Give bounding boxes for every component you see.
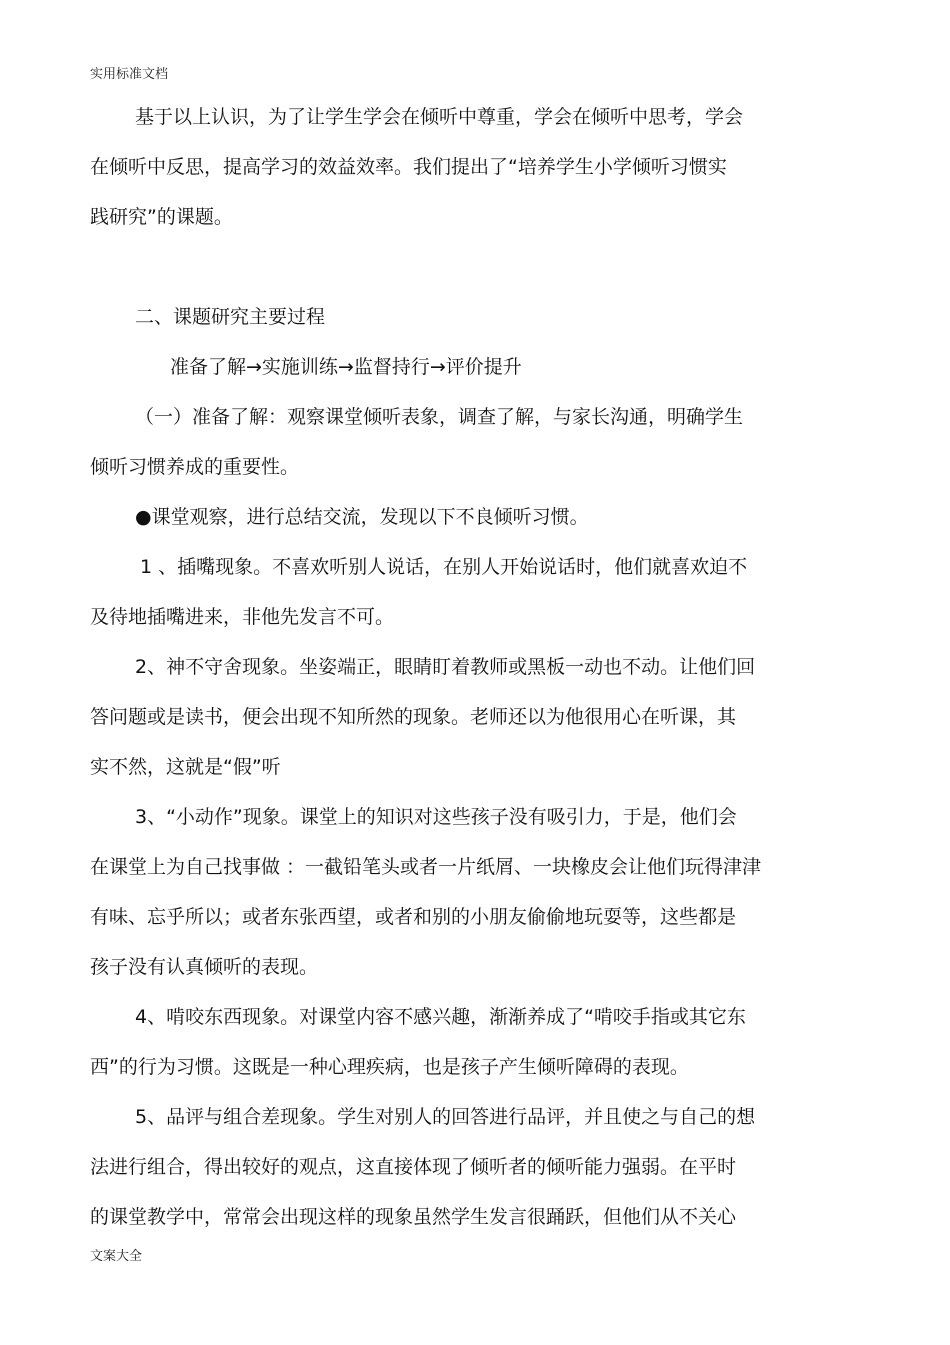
paragraph-line: 在课堂上为自己找事做 ：一截铅笔头或者一片纸屑、一块橡皮会让他们玩得津津 <box>90 856 762 878</box>
paragraph-line: 2、神不守舍现象。坐姿端正，眼睛盯着教师或黑板一动也不动。让他们回 <box>135 656 756 678</box>
paragraph-line: 实不然，这就是“假”听 <box>90 756 281 778</box>
paragraph-line: （一）准备了解：观察课堂倾听表象，调查了解，与家长沟通，明确学生 <box>135 406 744 428</box>
paragraph-line: 3、“小动作”现象。课堂上的知识对这些孩子没有吸引力，于是，他们会 <box>135 806 737 828</box>
paragraph-line: 5、品评与组合差现象。学生对别人的回答进行品评，并且使之与自己的想 <box>135 1106 756 1128</box>
paragraph-line: 答问题或是读书，便会出现不知所然的现象。老师还以为他很用心在听课，其 <box>90 706 737 728</box>
paragraph-line: 倾听习惯养成的重要性。 <box>90 456 300 478</box>
process-flow: 准备了解→实施训练→监督持行→评价提升 <box>170 356 522 378</box>
paragraph-line: 法进行组合，得出较好的观点，这直接体现了倾听者的倾听能力强弱。在平时 <box>90 1156 737 1178</box>
bullet-line: ●课堂观察，进行总结交流，发现以下不良倾听习惯。 <box>135 506 589 528</box>
paragraph-line: 践研究”的课题。 <box>90 206 233 228</box>
paragraph-line: 孩子没有认真倾听的表现。 <box>90 956 319 978</box>
page-footer: 文案大全 <box>90 1249 143 1264</box>
paragraph-line: 4、啃咬东西现象。对课堂内容不感兴趣，渐渐养成了“啃咬手指或其它东 <box>135 1006 746 1028</box>
page-header: 实用标准文档 <box>90 67 169 82</box>
paragraph-line: 及待地插嘴进来，非他先发言不可。 <box>90 606 395 628</box>
paragraph-line: 1 、插嘴现象。不喜欢听别人说话，在别人开始说话时，他们就喜欢迫不 <box>140 556 748 578</box>
paragraph-line: 基于以上认识，为了让学生学会在倾听中尊重，学会在倾听中思考，学会 <box>135 106 744 128</box>
paragraph-line: 的课堂教学中，常常会出现这样的现象虽然学生发言很踊跃，但他们从不关心 <box>90 1206 737 1228</box>
paragraph-line: 在倾听中反思，提高学习的效益效率。我们提出了“培养学生小学倾听习惯实 <box>90 156 727 178</box>
paragraph-line: 有味、忘乎所以；或者东张西望，或者和别的小朋友偷偷地玩耍等，这些都是 <box>90 906 737 928</box>
section-heading: 二、课题研究主要过程 <box>135 306 326 328</box>
paragraph-line: 西”的行为习惯。这既是一种心理疾病，也是孩子产生倾听障碍的表现。 <box>90 1056 689 1078</box>
